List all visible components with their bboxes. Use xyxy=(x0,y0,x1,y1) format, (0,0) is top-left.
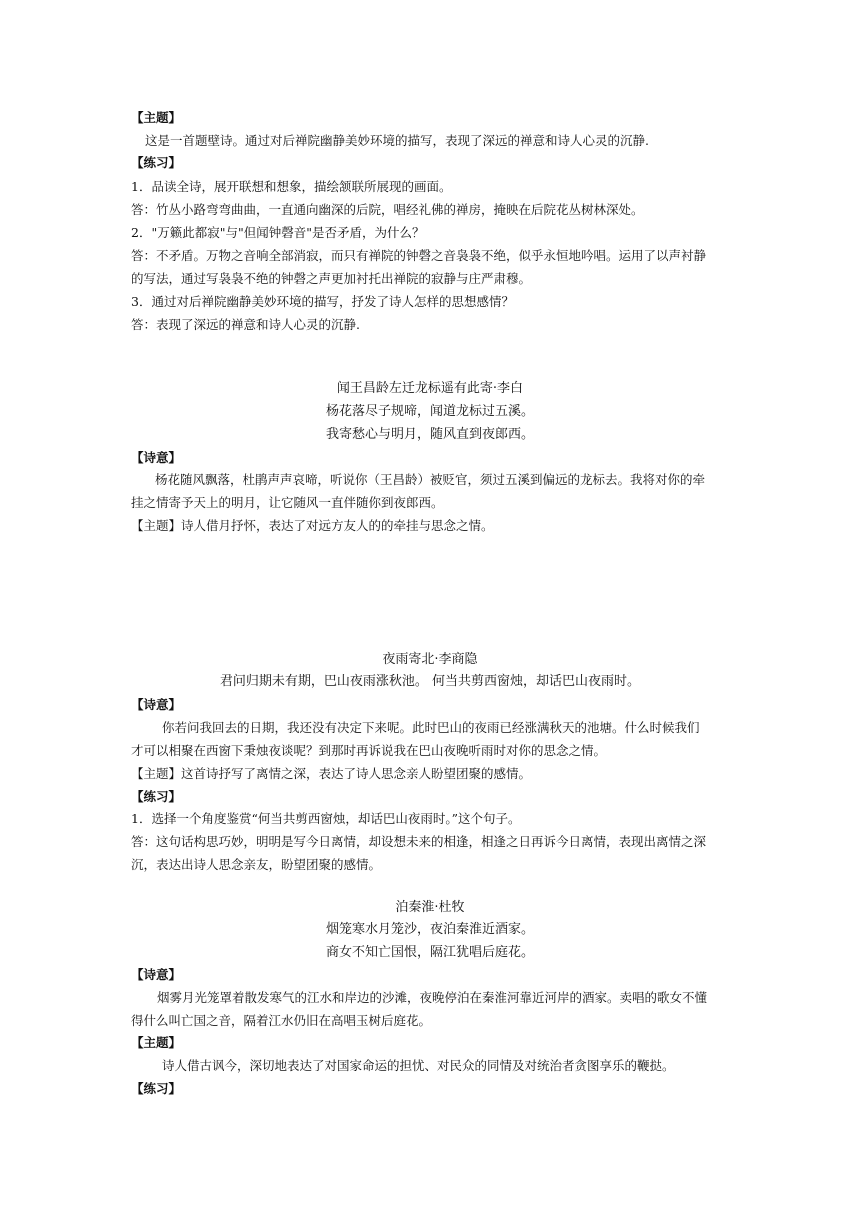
poem-line-2: 商女不知亡国恨，隔江犹唱后庭花。 xyxy=(325,945,534,960)
theme-text: 这是一首题壁诗。通过对后禅院幽静美妙环境的描写，表现了深远的禅意和诗人心灵的沉静. xyxy=(145,133,649,148)
question-1: 1．选择一个角度鉴赏“何当共剪西窗烛，却话巴山夜雨时。”这个句子。 xyxy=(131,811,521,826)
meaning-line-1: 你若问我回去的日期，我还没有决定下来呢。此时巴山的夜雨已经涨满秋天的池塘。什么时候我们 xyxy=(162,720,700,735)
question-1: 1．品读全诗，展开联想和想象，描绘颔联所展现的画面。 xyxy=(131,179,452,194)
answer-2-line-2: 的写法，通过写袅袅不绝的钟磬之声更加衬托出禅院的寂静与庄严肃穆。 xyxy=(131,271,532,286)
practice-heading: 【练习】 xyxy=(131,1081,182,1096)
meaning-line-2: 得什么叫亡国之音，隔着江水仍旧在高唱玉树后庭花。 xyxy=(131,1013,432,1028)
meaning-heading: 【诗意】 xyxy=(131,697,182,712)
question-2: 2．"万籁此都寂"与"但闻钟磬音"是否矛盾，为什么？ xyxy=(131,225,425,240)
meaning-line-2: 才可以相聚在西窗下秉烛夜谈呢？到那时再诉说我在巴山夜晚听雨时对你的思念之情。 xyxy=(131,743,607,758)
practice-heading: 【练习】 xyxy=(131,155,182,170)
answer-1-line-1: 答：这句话构思巧妙，明明是写今日离情，却设想未来的相逢，相逢之日再诉今日离情，表现出离情之深 xyxy=(131,834,707,849)
theme-text: 诗人借古讽今，深切地表达了对国家命运的担忧、对民众的同情及对统治者贪图享乐的鞭挞。 xyxy=(162,1058,675,1073)
poem-title: 夜雨寄北·李商隐 xyxy=(382,652,478,667)
poem-title: 泊秦淮·杜牧 xyxy=(395,900,465,915)
theme-line: 【主题】这首诗抒写了离情之深，表达了诗人思念亲人盼望团聚的感情。 xyxy=(131,766,532,781)
meaning-heading: 【诗意】 xyxy=(131,450,182,465)
poem-line-1: 杨花落尽子规啼，闻道龙标过五溪。 xyxy=(325,404,534,419)
answer-1: 答：竹丛小路弯弯曲曲，一直通向幽深的后院，唱经礼佛的禅房，掩映在后院花丛树林深处。 xyxy=(131,202,644,217)
meaning-line-1: 杨花随风飘落，杜鹃声声哀啼，听说你（王昌龄）被贬官，须过五溪到偏远的龙标去。我将对你的牵 xyxy=(155,472,706,487)
theme-line: 【主题】诗人借月抒怀，表达了对远方友人的的牵挂与思念之情。 xyxy=(131,518,494,533)
answer-3: 答：表现了深远的禅意和诗人心灵的沉静. xyxy=(131,317,360,332)
poem-title: 闻王昌龄左迁龙标遥有此寄·李白 xyxy=(336,381,524,396)
poem-line-1: 君问归期未有期，巴山夜雨涨秋池。 何当共剪西窗烛，却话巴山夜雨时。 xyxy=(219,674,641,689)
poem-line-1: 烟笼寒水月笼沙，夜泊秦淮近酒家。 xyxy=(325,922,534,937)
meaning-line-2: 挂之情寄予天上的明月，让它随风一直伴随你到夜郎西。 xyxy=(131,495,444,510)
theme-heading: 【主题】 xyxy=(131,110,182,125)
answer-2-line-1: 答：不矛盾。万物之音响全部消寂，而只有禅院的钟磬之音袅袅不绝，似乎永恒地吟唱。运用了以声衬静 xyxy=(131,248,707,263)
answer-1-line-2: 沉，表达出诗人思念亲友，盼望团聚的感情。 xyxy=(131,857,382,872)
practice-heading: 【练习】 xyxy=(131,789,182,804)
theme-heading: 【主题】 xyxy=(131,1035,182,1050)
meaning-heading: 【诗意】 xyxy=(131,967,182,982)
meaning-line-1: 烟雾月光笼罩着散发寒气的江水和岸边的沙滩，夜晚停泊在秦淮河靠近河岸的酒家。卖唱的歌女不懂 xyxy=(157,990,708,1005)
poem-line-2: 我寄愁心与明月，随风直到夜郎西。 xyxy=(325,427,534,442)
question-3: 3．通过对后禅院幽静美妙环境的描写，抒发了诗人怎样的思想感情？ xyxy=(131,294,514,309)
